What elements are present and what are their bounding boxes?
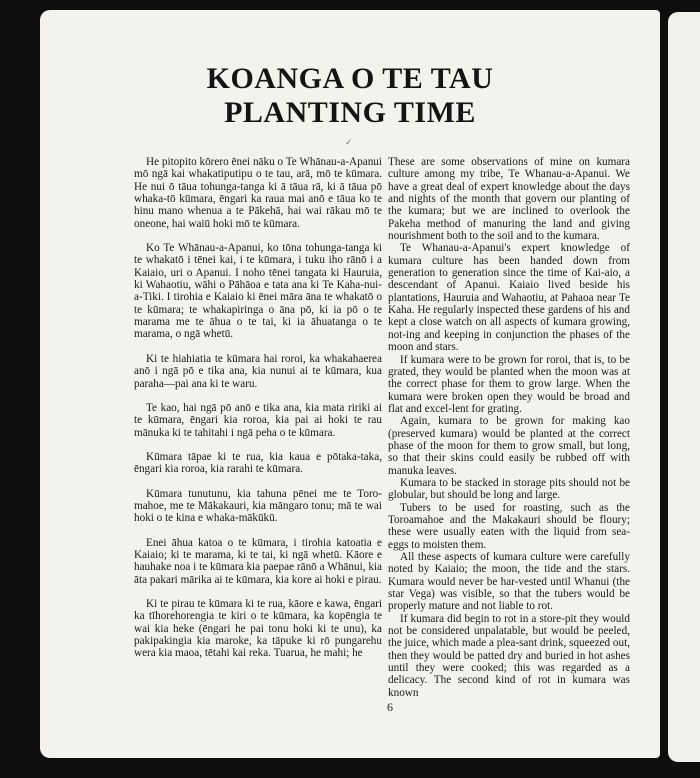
paragraph: Ki te pirau te kūmara ki te rua, kāore e kawa, ēngari ka tīhorehorengia te kiri o te kūmara, ka kopēngia te wai kia heke (ēngari he pai tonu hoki ki te unu), ka pakipakingia kia maroke, ka tāpuke ki rō pungarehu wera kia maoa, tētahi kai reka. Tuarua, he mahi; he [134, 597, 382, 660]
paragraph: These are some observations of mine on kumara culture among my tribe, Te Whanau-a-Apanui. We have a great deal of expert knowledge about the days and nights of the month that govern our planting of the kumara; but we are inclined to overlook the Pakeha method of manuring the land and giving nourishment both to the soil and to the kumara. [388, 156, 630, 243]
next-page-edge [668, 12, 700, 762]
paragraph: Kumara to be stacked in storage pits should not be globular, but should be long and large. [388, 476, 630, 502]
paragraph: Te kao, hai ngā pō anō e tika ana, kia mata ririki ai te kūmara, ēngari kia roroa, kia pai ai hoki te rau mānuka ki te tahitahi i ngā peha o te kūmara. [134, 401, 382, 439]
paragraph: Kūmara tāpae ki te rua, kia kaua e pōtaka-taka, ēngari kia roroa, kia rarahi te kūmara. [134, 450, 382, 476]
page-title-english: PLANTING TIME [224, 96, 476, 129]
paragraph: Te Whanau-a-Apanui's expert knowledge of kumara culture has been handed down from generation to generation since the time of Kai-aio, a descendant of Apanui. Kaiaio lived beside his plantations, Hauruia and Wahaotiu, at Pahaoa near Te Kaha. He regularly inspected these gardens of his and kept a close watch on all aspects of kumara growing, not-ing and keeping in conjunction the phases of the moon and stars. [388, 242, 630, 354]
paragraph: He pitopito kōrero ēnei nāku o Te Whānau-a-Apanui mō ngā kai whakatiputipu o te tau, arā, mō te kūmara. He nui ō tāua tohunga-tanga ki ā tāua rā, ki ā tāua pō whaka-tō kūmara, ēngari ka raua mai anō e tāua ko te hinu mano whenua a te Pākehā, hai wai rākau mō te oneone, hai waiū hoki mō te kūmara. [134, 156, 382, 230]
page-title-maori: KOANGA O TE TAU [206, 62, 494, 95]
paragraph: Ko Te Whānau-a-Apanui, ko tōna tohunga-tanga ki te whakatō i tēnei kai, i te kūmara, i tuku iho rānō i a Kaiaio, uri o Apanui. I noho tēnei tangata ki Hauruia, ki Wahaotiu, wāhi o Pāhāoa e tata ana ki Te Kaha-nui-a-Tiki. I tirohia e Kaiaio ki ēnei māra āna te whakatō o te kūmara; te whakapiringa o āna pō, ki ia pō o te marama me te āhua o te tai, ki ia āhuatanga o te marama, o ngā whetū. [134, 242, 382, 341]
english-text-column [388, 156, 630, 699]
maori-text-column [134, 156, 382, 672]
paragraph: If kumara were to be grown for roroi, that is, to be grated, they would be planted when the moon was at the correct phase for them to grow large. When the kumara were broken open they would be broad and flat and excel-lent for grating. [388, 353, 630, 415]
paragraph: All these aspects of kumara culture were carefully noted by Kaiaio; the moon, the tide and the stars. Kumara would never be har-vested until Whanui (the star Vega) was visible, so that the tubers would be properly mature and not liable to rot. [388, 551, 630, 613]
paragraph: Enei āhua katoa o te kūmara, i tirohia katoatia e Kaiaio; ki te marama, ki te tai, ki ngā whetū. Kāore e hauhake noa i te kūmara kia paepae rānō a Whānui, kia āta pakari mārika ai te kūmara, kia kore ai hoki e pirau. [134, 536, 382, 586]
page-number: 6 [387, 700, 393, 714]
paragraph: Tubers to be used for roasting, such as the Toroamahoe and the Makakauri should be floury; these were usually eaten with the liquid from sea-eggs to moisten them. [388, 501, 630, 551]
ink-mark-icon: ✓ [345, 137, 353, 147]
paragraph: Again, kumara to be grown for making kao (preserved kumara) would be planted at the correct phase of the moon for them to grow small, but long, so that their skins could easily be rubbed off with manuka leaves. [388, 415, 630, 477]
paragraph: Kūmara tunutunu, kia tahuna pēnei me te Toro-mahoe, me te Mākakauri, kia māngaro tonu; mā te wai hoki o te kina e whaka-mākūkū. [134, 487, 382, 525]
paragraph: Ki te hiahiatia te kūmara hai roroi, ka whakahaerea anō i ngā pō e tika ana, kia nunui ai te kūmara, kua paraha—pai ana ki te waru. [134, 352, 382, 390]
paragraph: If kumara did begin to rot in a store-pit they would not be considered unpalatable, but would be peeled, the juice, which made a plea-sant drink, squeezed out, then they would be patted dry and buried in hot ashes until they were cooked; this was regarded as a delicacy. The second kind of rot in kumara was known [388, 612, 630, 699]
